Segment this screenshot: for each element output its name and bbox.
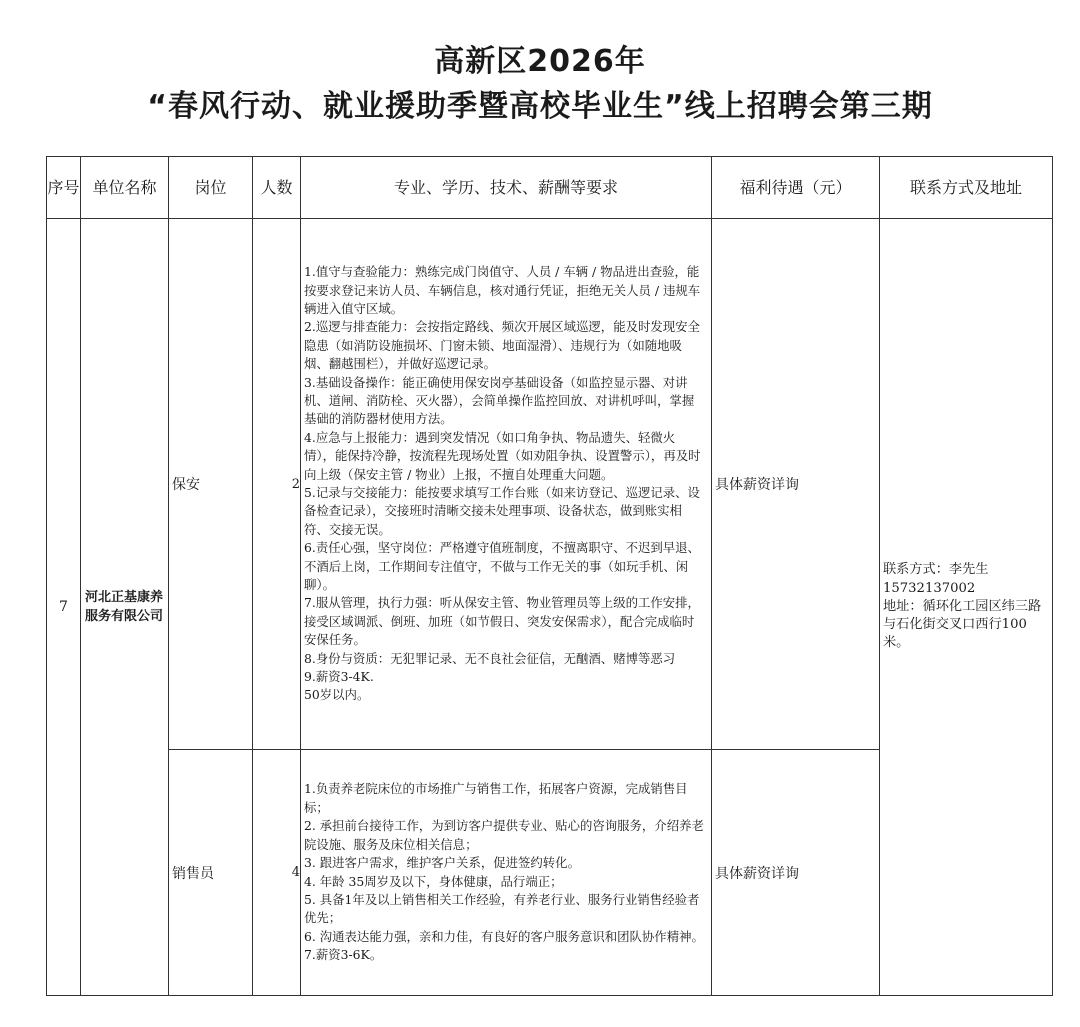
requirement-line: 4.应急与上报能力：遇到突发情况（如口角争执、物品遗失、轻微火情），能保持冷静，按流程先现场处置（如劝阻争执、设置警示），再及时向上级（保安主管 / 物业）上报，不擅自处理重大问题。	[304, 429, 701, 482]
requirement-line: 5.记录与交接能力：能按要求填写工作台账（如来访登记、巡逻记录、设备检查记录），交接班时清晰交接未处理事项、设备状态，做到账实相符、交接无误。	[304, 485, 700, 537]
requirement-line: 50岁以内。	[304, 687, 370, 703]
requirement-line: 3.基础设备操作：能正确使用保安岗亭基础设备（如监控显示器、对讲机、道闸、消防栓、灭火器），会简单操作监控回放、对讲机呼叫，掌握基础的消防器材使用方法。	[304, 374, 695, 427]
title-line-2: “春风行动、就业援助季暨高校毕业生”线上招聘会第三期	[147, 89, 933, 124]
requirement-line: 2.巡逻与排查能力：会按指定路线、频次开展区域巡逻，能及时发现安全隐患（如消防设施损坏、门窗未锁、地面湿滑）、违规行为（如随地吸烟、翻越围栏），并做好巡逻记录。	[304, 319, 700, 372]
page-title	[0, 40, 1080, 130]
requirement-line: 3. 跟进客户需求，维护客户关系，促进签约转化。	[304, 855, 580, 871]
job-position: 销售员	[169, 750, 253, 996]
requirement-line: 4. 年龄 35周岁及以下，身体健康，品行端正；	[304, 873, 563, 889]
company-name: 河北正基康养服务有限公司	[81, 219, 169, 996]
contact-address: 地址：循环化工园区纬三路与石化街交叉口西行100米。	[883, 598, 1042, 651]
recruitment-table	[46, 156, 1053, 996]
table-header-row	[47, 157, 1053, 219]
job-benefits: 具体薪资详询	[712, 219, 880, 750]
table-row	[47, 219, 1053, 750]
requirement-line: 6. 沟通表达能力强，亲和力佳，有良好的客户服务意识和团队协作精神。	[304, 928, 704, 944]
requirement-line: 5. 具备1年及以上销售相关工作经验，有养老行业、服务行业销售经验者优先；	[304, 891, 700, 926]
requirement-line: 7.服从管理，执行力强：听从保安主管、物业管理员等上级的工作安排，接受区域调派、倒班、加班（如节假日、突发安保需求），配合完成临时安保任务。	[304, 595, 700, 648]
requirement-line: 1.值守与查验能力：熟练完成门岗值守、人员 / 车辆 / 物品进出查验，能按要求登记来访人员、车辆信息，核对通行凭证，拒绝无关人员 / 违规车辆进入值守区域。	[304, 264, 701, 316]
job-benefits: 具体薪资详询	[712, 750, 880, 996]
requirement-line: 7.薪资3-6K。	[304, 947, 383, 963]
job-position: 保安	[169, 219, 253, 750]
title-line-1: 高新区2026年	[434, 44, 646, 79]
requirement-line: 8.身份与资质：无犯罪记录、无不良社会征信，无酗酒、赌博等恶习	[304, 650, 676, 666]
header-contact: 联系方式及地址	[880, 157, 1053, 219]
requirement-line: 9.薪资3-4K.	[304, 669, 374, 685]
job-count: 4	[253, 750, 301, 996]
header-requirements: 专业、学历、技术、薪酬等要求	[301, 157, 712, 219]
contact-person: 联系方式：李先生	[883, 562, 989, 578]
requirement-line: 1.负责养老院床位的市场推广与销售工作，拓展客户资源，完成销售目标；	[304, 781, 688, 815]
header-benefits: 福利待遇（元）	[712, 157, 880, 219]
header-idx: 序号	[47, 157, 81, 219]
company-index: 7	[47, 219, 81, 996]
header-position: 岗位	[169, 157, 253, 219]
company-contact	[880, 219, 1053, 996]
job-requirements	[301, 219, 712, 750]
requirement-line: 2. 承担前台接待工作，为到访客户提供专业、贴心的咨询服务，介绍养老院设施、服务及床位相关信息；	[304, 818, 704, 852]
requirement-line: 6.责任心强，坚守岗位：严格遵守值班制度，不擅离职守、不迟到早退、不酒后上岗，工作期间专注值守，不做与工作无关的事（如玩手机、闲聊）。	[304, 540, 700, 593]
header-unit: 单位名称	[81, 157, 169, 219]
contact-phone: 15732137002	[883, 580, 976, 596]
job-requirements	[301, 750, 712, 996]
header-count: 人数	[253, 157, 301, 219]
job-count: 2	[253, 219, 301, 750]
